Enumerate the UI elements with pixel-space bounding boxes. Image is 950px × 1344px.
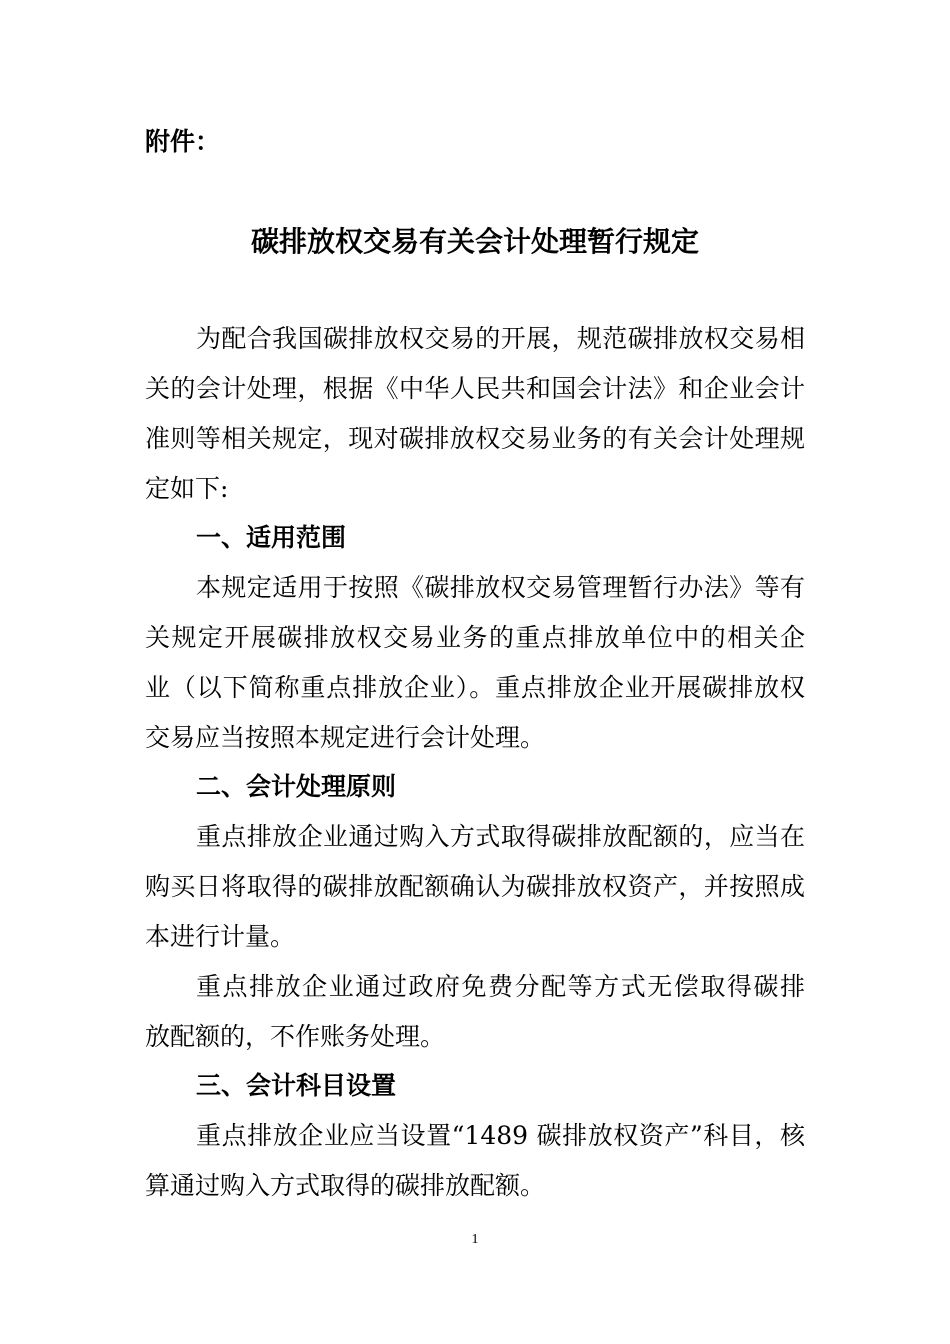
- section-1-line-1: 本规定适用于按照《碳排放权交易管理暂行办法》等有: [196, 573, 805, 602]
- section-2-para-1-line-3: 本进行计量。: [145, 922, 296, 951]
- section-3-line-1: 重点排放企业应当设置“1489 碳排放权资产”科目，核: [196, 1121, 805, 1150]
- section-3-heading: 三、会计科目设置: [196, 1071, 397, 1100]
- intro-line-3: 准则等相关规定，现对碳排放权交易业务的有关会计处理规: [145, 424, 805, 453]
- document-title: 碳排放权交易有关会计处理暂行规定: [250, 225, 699, 258]
- intro-line-1: 为配合我国碳排放权交易的开展，规范碳排放权交易相: [196, 324, 805, 353]
- section-2-para-1-line-1: 重点排放企业通过购入方式取得碳排放配额的，应当在: [196, 822, 805, 851]
- section-2-heading: 二、会计处理原则: [196, 772, 397, 801]
- section-2-para-2-line-2: 放配额的，不作账务处理。: [145, 1022, 446, 1051]
- section-1-line-3: 业（以下简称重点排放企业）。重点排放企业开展碳排放权: [145, 673, 805, 702]
- intro-line-4: 定如下:: [145, 474, 229, 503]
- section-1-line-2: 关规定开展碳排放权交易业务的重点排放单位中的相关企: [145, 623, 805, 652]
- page-number: 1: [471, 1232, 479, 1247]
- intro-line-2: 关的会计处理，根据《中华人民共和国会计法》和企业会计: [145, 374, 805, 403]
- section-1-heading: 一、适用范围: [196, 523, 347, 552]
- section-2-para-1-line-2: 购买日将取得的碳排放配额确认为碳排放权资产，并按照成: [145, 872, 805, 901]
- section-2-para-2-line-1: 重点排放企业通过政府免费分配等方式无偿取得碳排: [196, 972, 805, 1001]
- section-3-line-2: 算通过购入方式取得的碳排放配额。: [145, 1171, 546, 1200]
- attachment-label: 附件：: [145, 127, 221, 156]
- section-1-line-4: 交易应当按照本规定进行会计处理。: [145, 723, 546, 752]
